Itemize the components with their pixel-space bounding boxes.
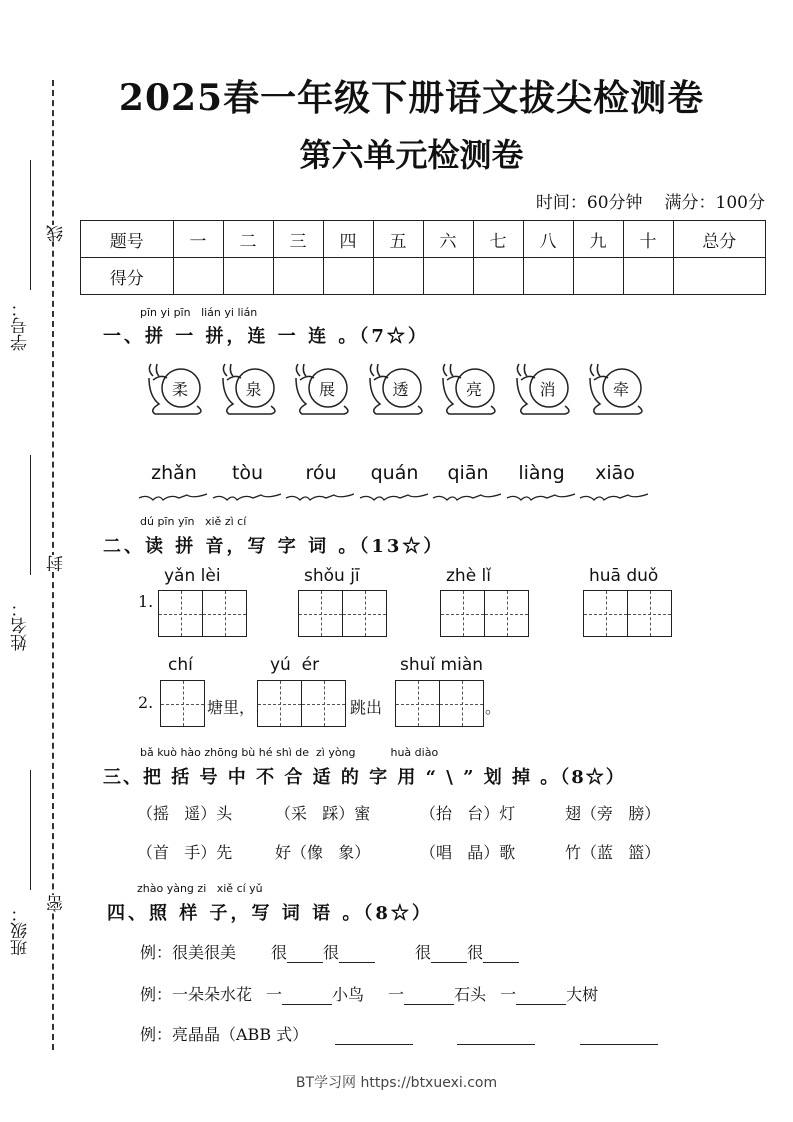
score-cell[interactable] <box>223 258 273 295</box>
snail-char: 牵 <box>613 380 630 399</box>
table-header-cell: 七 <box>473 221 523 258</box>
table-header-cell: 六 <box>423 221 473 258</box>
snail-card[interactable] <box>584 360 646 418</box>
table-header-cell: 一 <box>173 221 223 258</box>
s3-pinyin: bǎ kuò hào zhōng bù hé shì de zì yòng huà diào <box>140 746 439 759</box>
student-id-line <box>30 160 31 290</box>
snail-card[interactable] <box>143 360 205 418</box>
text: 很 <box>467 943 484 962</box>
grass-icon <box>431 487 501 506</box>
pinyin-label: yǎn lèi <box>164 566 221 586</box>
blank[interactable] <box>335 1028 413 1045</box>
choice-item[interactable]: （摇 遥）头 <box>137 804 233 823</box>
blank[interactable] <box>516 988 566 1005</box>
table-header-cell: 八 <box>523 221 573 258</box>
score-cell[interactable] <box>623 258 673 295</box>
example-text: 例：一朵朵水花 <box>140 985 253 1004</box>
snail-card[interactable] <box>217 360 279 418</box>
snail-char: 柔 <box>172 380 189 399</box>
sentence-text: 跳出 <box>350 698 383 717</box>
mi-mark: 密 <box>44 895 69 912</box>
s1-heading: 一、拼 一 拼，连 一 连 。（7☆） <box>103 326 429 347</box>
score-cell[interactable] <box>273 258 323 295</box>
s4-heading: 四、照 样 子，写 词 语 。（8☆） <box>107 903 433 924</box>
class-line <box>30 770 31 890</box>
text: 大树 <box>566 985 599 1004</box>
item-number: 1. <box>138 592 154 611</box>
choice-item[interactable]: 翅（旁 膀） <box>565 804 661 823</box>
table-header-cell: 题号 <box>81 221 174 258</box>
page-subtitle: 第六单元检测卷 <box>299 136 524 174</box>
pinyin-word[interactable]: xiāo <box>595 462 635 484</box>
score-cell[interactable] <box>523 258 573 295</box>
blank[interactable] <box>404 988 454 1005</box>
pinyin-word[interactable]: liàng <box>518 462 565 484</box>
full-score: 满分：100分 <box>664 193 765 213</box>
choice-item[interactable]: （抬 台）灯 <box>420 804 516 823</box>
grass-icon <box>358 487 428 506</box>
text: 石头 <box>454 985 487 1004</box>
score-cell[interactable] <box>323 258 373 295</box>
grass-icon <box>578 487 648 506</box>
table-header-cell: 总分 <box>673 221 766 258</box>
score-cell[interactable] <box>473 258 523 295</box>
snail-char: 消 <box>539 380 556 399</box>
blank[interactable] <box>287 946 323 963</box>
blank[interactable] <box>431 946 467 963</box>
grass-icon <box>284 487 354 506</box>
score-cell[interactable] <box>423 258 473 295</box>
table-header-cell: 九 <box>573 221 623 258</box>
writing-grid[interactable] <box>158 590 247 637</box>
text: 一 <box>388 985 405 1004</box>
score-table <box>80 220 766 295</box>
score-cell[interactable] <box>673 258 766 295</box>
example-3: 例：亮晶晶（ABB 式） <box>140 1025 309 1044</box>
score-cell[interactable] <box>573 258 623 295</box>
text: 很 <box>415 943 432 962</box>
snail-char: 亮 <box>466 380 483 399</box>
s4-pinyin: zhào yàng zi xiě cí yǔ <box>137 882 263 895</box>
text: 小鸟 <box>332 985 365 1004</box>
s2-heading: 二、读 拼 音，写 字 词 。（13☆） <box>103 536 445 557</box>
snail-char: 泉 <box>245 380 262 399</box>
pinyin-word[interactable]: quán <box>370 462 419 484</box>
pinyin-label: shuǐ miàn <box>400 655 484 675</box>
pinyin-word[interactable]: zhǎn <box>151 462 197 484</box>
blank[interactable] <box>339 946 375 963</box>
score-cell[interactable] <box>173 258 223 295</box>
pinyin-word[interactable]: róu <box>305 462 337 484</box>
pinyin-label: huā duǒ <box>589 566 659 586</box>
snail-card[interactable] <box>437 360 499 418</box>
xian-mark: 线 <box>44 225 69 242</box>
choice-item[interactable]: （唱 晶）歌 <box>420 843 516 862</box>
class-label: 班级： <box>11 905 31 956</box>
writing-grid[interactable] <box>583 590 672 637</box>
student-id-label: 学号： <box>11 300 31 351</box>
table-header-cell: 四 <box>323 221 373 258</box>
writing-grid[interactable] <box>160 680 205 727</box>
snail-card[interactable] <box>511 360 573 418</box>
sentence-text: 塘里， <box>207 698 256 717</box>
pinyin-label: shǒu jī <box>304 566 360 586</box>
exam-meta <box>514 188 765 213</box>
snail-card[interactable] <box>364 360 426 418</box>
writing-grid[interactable] <box>298 590 387 637</box>
text: 很 <box>271 943 288 962</box>
footer-watermark: BT学习网 https://btxuexi.com <box>295 1075 498 1091</box>
example-1 <box>140 940 519 963</box>
item-number: 2. <box>138 693 154 712</box>
pinyin-word[interactable]: qiān <box>447 462 489 484</box>
grass-icon <box>505 487 575 506</box>
pinyin-label: chí <box>168 655 193 675</box>
blank[interactable] <box>483 946 519 963</box>
score-cell[interactable] <box>373 258 423 295</box>
blank[interactable] <box>580 1028 658 1045</box>
pinyin-word[interactable]: tòu <box>231 462 264 484</box>
s2-pinyin: dú pīn yīn xiě zì cí <box>140 515 247 528</box>
grass-icon <box>211 487 281 506</box>
writing-grid[interactable] <box>257 680 346 727</box>
table-header-cell: 三 <box>273 221 323 258</box>
text: 一 <box>500 985 517 1004</box>
snail-char: 透 <box>392 380 409 399</box>
feng-mark: 封 <box>44 555 69 572</box>
name-label: 姓名： <box>11 600 31 651</box>
snail-card[interactable] <box>290 360 352 418</box>
name-line <box>30 455 31 575</box>
grass-icon <box>137 487 207 506</box>
table-header-cell: 二 <box>223 221 273 258</box>
writing-grid[interactable] <box>395 680 484 727</box>
s1-pinyin: pīn yi pīn lián yi lián <box>140 306 258 319</box>
time-limit: 时间：60分钟 <box>535 193 643 213</box>
pinyin-label: yú ér <box>270 655 320 675</box>
example-text: 例：很美很美 <box>140 943 237 962</box>
choice-item[interactable]: （首 手）先 <box>137 843 233 862</box>
blank[interactable] <box>457 1028 535 1045</box>
snail-char: 展 <box>319 380 336 399</box>
choice-item[interactable]: （采 踩）蜜 <box>275 804 371 823</box>
writing-grid[interactable] <box>440 590 529 637</box>
blank[interactable] <box>282 988 332 1005</box>
text: 一 <box>266 985 283 1004</box>
s3-heading: 三、把 括 号 中 不 合 适 的 字 用 “ \ ” 划 掉 。（8☆） <box>103 767 626 788</box>
text: 很 <box>323 943 340 962</box>
sentence-text: 。 <box>485 698 502 717</box>
table-header-cell: 五 <box>373 221 423 258</box>
pinyin-label: zhè lǐ <box>446 566 492 586</box>
score-label: 得分 <box>81 258 174 295</box>
choice-item[interactable]: 竹（蓝 篮） <box>565 843 661 862</box>
page-title: 2025春一年级下册语文拔尖检测卷 <box>118 77 705 119</box>
table-header-cell: 十 <box>623 221 673 258</box>
example-2 <box>140 982 598 1005</box>
choice-item[interactable]: 好（像 象） <box>275 843 371 862</box>
